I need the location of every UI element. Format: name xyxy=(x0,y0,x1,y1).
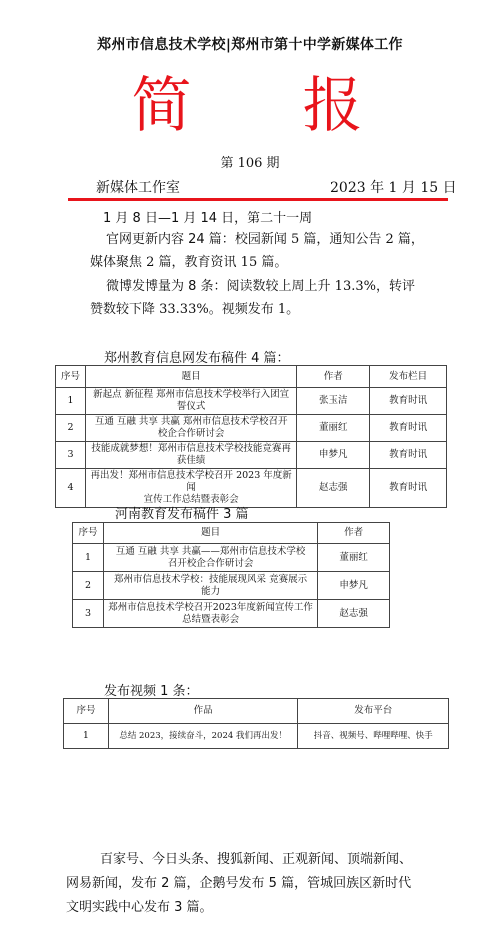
col-header-title: 题目 xyxy=(85,366,296,388)
video-section-title: 发布视频 1 条： xyxy=(104,684,199,699)
cell-title xyxy=(85,442,296,469)
red-divider xyxy=(68,198,448,201)
cell-title-line1: 技能成就梦想！郑州市信息技术学校技能竞赛再 xyxy=(91,443,291,454)
cell-title-line1: 新起点 新征程 郑州市信息技术学校举行入团宣 xyxy=(93,389,290,400)
col-header-no: 序号 xyxy=(64,699,109,724)
cell-author: 赵志强 xyxy=(297,469,370,508)
col-header-work: 作品 xyxy=(108,699,298,724)
cell-platform: 抖音、视频号、哔哩哔哩、快手 xyxy=(298,724,449,749)
col-header-author: 作者 xyxy=(297,366,370,388)
publish-date: 2023 年 1 月 15 日 xyxy=(330,180,457,196)
weibo-lead: 微博发博量为 8 条： xyxy=(106,279,227,294)
table-row xyxy=(64,724,449,749)
cell-no: 3 xyxy=(56,442,86,469)
col-header-no: 序号 xyxy=(56,366,86,388)
cell-no: 3 xyxy=(73,600,104,628)
cell-title xyxy=(103,600,317,628)
cell-column: 教育时讯 xyxy=(370,469,447,508)
col-header-author: 作者 xyxy=(318,523,390,544)
cell-author: 赵志强 xyxy=(318,600,390,628)
video-table xyxy=(63,698,449,749)
cell-author: 申梦凡 xyxy=(297,442,370,469)
cell-title xyxy=(103,572,317,600)
table-row xyxy=(73,600,390,628)
table-header-row xyxy=(64,699,449,724)
cell-title-line1: 互通 互融 共享 共赢 郑州市信息技术学校召开 xyxy=(94,416,288,427)
cell-no: 1 xyxy=(56,388,86,415)
cell-title-line2: 校企合作研讨会 xyxy=(157,428,225,439)
table-row xyxy=(56,415,447,442)
zz-section-title: 郑州教育信息网发布稿件 4 篇： xyxy=(104,351,290,366)
cell-title-line2: 获佳绩 xyxy=(176,455,206,466)
table-header-row xyxy=(73,523,390,544)
table-row xyxy=(73,572,390,600)
cell-title-line1: 郑州市信息技术学校：技能展现风采 竞赛展示 xyxy=(114,573,308,585)
cell-title xyxy=(85,388,296,415)
weibo-text-1: 阅读数较上周上升 13.3%，转评 xyxy=(226,279,415,294)
hn-section-title: 河南教育发布稿件 3 篇 xyxy=(115,507,249,522)
table-row xyxy=(56,469,447,508)
issue-number: 第 106 期 xyxy=(220,156,280,171)
col-header-column: 发布栏目 xyxy=(370,366,447,388)
weibo-text-2: 赞数较下降 33.33%。视频发布 1。 xyxy=(90,302,300,317)
cell-title xyxy=(85,415,296,442)
cell-no: 2 xyxy=(73,572,104,600)
cell-column: 教育时讯 xyxy=(370,388,447,415)
department-name: 新媒体工作室 xyxy=(96,180,180,196)
other-platforms-summary xyxy=(66,848,440,920)
footer-line-3: 文明实践中心发布 3 篇。 xyxy=(66,900,213,915)
cell-author: 申梦凡 xyxy=(318,572,390,600)
footer-line-2: 网易新闻，发布 2 篇，企鹅号发布 5 篇，管城回族区新时代 xyxy=(66,876,412,891)
cell-title xyxy=(103,544,317,572)
weibo-summary xyxy=(90,275,430,321)
cell-no: 4 xyxy=(56,469,86,508)
col-header-no: 序号 xyxy=(73,523,104,544)
table-row xyxy=(56,442,447,469)
cell-no: 2 xyxy=(56,415,86,442)
cell-title-line2: 总结暨表彰会 xyxy=(182,613,240,625)
footer-line-1: 百家号、今日头条、搜狐新闻、正观新闻、顶端新闻、 xyxy=(100,852,413,867)
table-row xyxy=(73,544,390,572)
cell-author: 张玉洁 xyxy=(297,388,370,415)
cell-title-line2: 能力 xyxy=(201,585,221,597)
cell-no: 1 xyxy=(64,724,109,749)
hn-table xyxy=(72,522,390,628)
header-title: 郑州市信息技术学校|郑州市第十中学新媒体工作 xyxy=(97,37,403,53)
cell-column: 教育时讯 xyxy=(370,415,447,442)
website-text-2: 媒体聚焦 2 篇，教育资讯 15 篇。 xyxy=(90,255,288,270)
col-header-platform: 发布平台 xyxy=(298,699,449,724)
cell-title xyxy=(85,469,296,508)
cell-title-line1: 郑州市信息技术学校召开2023年度新闻宣传工作 xyxy=(108,601,313,613)
zz-table xyxy=(55,365,447,508)
website-lead: 官网更新内容 24 篇： xyxy=(106,232,235,247)
table-row xyxy=(56,388,447,415)
cell-title-line2: 誓仪式 xyxy=(176,401,206,412)
cell-title-line1: 互通 互融 共享 共赢——郑州市信息技术学校 xyxy=(115,545,306,557)
cell-title-line2: 宣传工作总结暨表彰会 xyxy=(143,494,239,505)
website-text-1: 校园新闻 5 篇，通知公告 2 篇， xyxy=(234,232,424,247)
cell-title-line1: 再出发！郑州市信息技术学校召开 2023 年度新闻 xyxy=(90,470,292,493)
cell-author: 董丽红 xyxy=(297,415,370,442)
table-header-row xyxy=(56,366,447,388)
col-header-title: 题目 xyxy=(103,523,317,544)
cell-title-line2: 召开校企合作研讨会 xyxy=(167,557,254,569)
cell-author: 董丽红 xyxy=(318,544,390,572)
bulletin-title: 简 报 xyxy=(131,71,409,141)
cell-no: 1 xyxy=(73,544,104,572)
cell-column: 教育时讯 xyxy=(370,442,447,469)
website-summary xyxy=(90,228,430,274)
week-period: 1 月 8 日—1 月 14 日，第二十一周 xyxy=(103,211,313,226)
cell-work: 总结 2023，接续奋斗，2024 我们再出发！ xyxy=(108,724,298,749)
